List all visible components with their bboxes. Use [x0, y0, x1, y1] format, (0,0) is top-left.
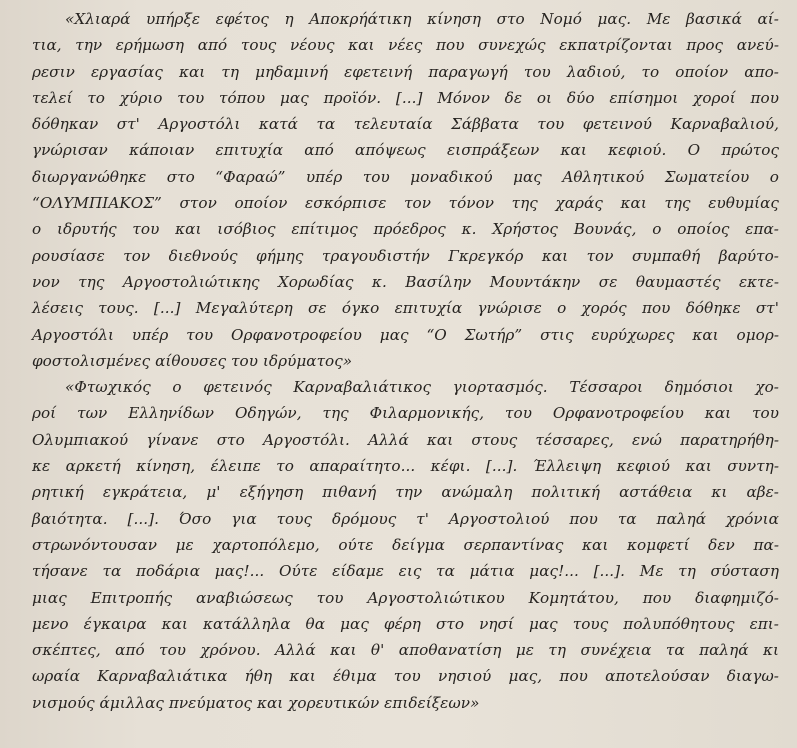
- text-line: μιας Επιτροπής αναβιώσεως του Αργοστολιώτικου Κομητάτου, που διαφημιζό-: [32, 588, 779, 607]
- text-line: βαιότητα. [...]. Όσο για τους δρόμους τ' Αργοστολιού που τα παληά χρόνια: [32, 509, 779, 528]
- text-line: μενο έγκαιρα και κατάλληλα θα μας φέρη στο νησί μας τους πολυπόθητους επι-: [32, 614, 779, 633]
- text-line: φοστολισμένες αίθουσες του ιδρύματος»: [32, 351, 353, 370]
- text-line: ο ιδρυτής του και ισόβιος επίτιμος πρόεδρος κ. Χρήστος Βουνάς, ο οποίος επα-: [32, 220, 779, 239]
- text-line: νον της Αργοστολιώτικης Χορωδίας κ. Βασίλην Μουντάκην σε θαυμαστές εκτε-: [32, 272, 779, 291]
- text-line: κε αρκετή κίνηση, έλειπε το απαραίτητο... κέφι. [...]. Έλλειψη κεφιού και συντη-: [32, 457, 779, 476]
- text-line: στρωνόντουσαν με χαρτοπόλεμο, ούτε δείγμα σερπαντίνας και κομφετί δεν πα-: [32, 535, 779, 554]
- text-line: ρητική εγκράτεια, μ' εξήγηση πιθανή την ανώμαλη πολιτική αστάθεια κι αβε-: [32, 483, 779, 502]
- quote-paragraph-carnival-2: [32, 374, 779, 716]
- text-line: ρουσίασε τον διεθνούς φήμης τραγουδιστήν Γκρεγκόρ και τον συμπαθή βαρύτο-: [32, 246, 779, 265]
- text-line: σκέπτες, από του χρόνου. Αλλά και θ' αποθανατίση με τη συνέχεια τα παληά κι: [32, 641, 779, 660]
- text-line: Ολυμπιακού γίνανε στο Αργοστόλι. Αλλά και στους τέσσαρες, ενώ παρατηρήθη-: [32, 430, 779, 449]
- text-line: τια, την ερήμωση από τους νέους και νέες που συνεχώς εκπατρίζονται προς ανεύ-: [32, 36, 779, 55]
- text-line: ροί των Ελληνίδων Οδηγών, της Φιλαρμονικής, του Ορφανοτροφείου και του: [32, 404, 779, 423]
- text-line: τήσανε τα ποδάρια μας!... Ούτε είδαμε εις τα μάτια μας!... [...]. Με τη σύσταση: [32, 562, 779, 581]
- text-line: «Χλιαρά υπήρξε εφέτος η Αποκρήάτικη κίνηση στο Νομό μας. Με βασικά αί-: [65, 10, 779, 28]
- text-line: “ΟΛΥΜΠΙΑΚΟΣ” στον οποίον εσκόρπισε τον τόνον της χαράς και της ευθυμίας: [32, 194, 779, 213]
- text-line: νισμούς άμιλλας πνεύματος και χορευτικών επιδείξεων»: [32, 693, 480, 712]
- text-line: δόθηκαν στ' Αργοστόλι κατά τα τελευταία Σάββατα του φετεινού Καρναβαλιού,: [32, 115, 779, 134]
- text-line: ρεσιν εργασίας και τη μηδαμινή εφετεινή παραγωγή του λαδιού, το οποίον απο-: [32, 62, 779, 81]
- text-line: τελεί το χύριο του τόπου μας προϊόν. [...] Μόνον δε οι δύο επίσημοι χοροί που: [32, 88, 779, 107]
- text-line: γνώρισαν κάποιαν επιτυχία από απόψεως εισπράξεων και κεφιού. Ο πρώτος: [32, 141, 779, 160]
- text-line: ωραία Καρναβαλιάτικα ήθη και έθιμα του νησιού μας, που αποτελούσαν διαγω-: [32, 667, 779, 686]
- text-line: λέσεις τους. [...] Μεγαλύτερη σε όγκο επιτυχία γνώρισε ο χορός που δόθηκε στ': [32, 299, 779, 318]
- text-line: Αργοστόλι υπέρ του Ορφανοτροφείου μας “Ο Σωτήρ” στις ευρύχωρες και ομορ-: [32, 325, 779, 344]
- quote-paragraph-carnival-1: [32, 6, 779, 374]
- text-line: διωργανώθηκε στο “Φαραώ” υπέρ του μοναδικού μας Αθλητικού Σωματείου ο: [32, 167, 779, 186]
- text-line: «Φτωχικός ο φετεινός Καρναβαλιάτικος γιορτασμός. Τέσσαροι δημόσιοι χο-: [65, 378, 779, 397]
